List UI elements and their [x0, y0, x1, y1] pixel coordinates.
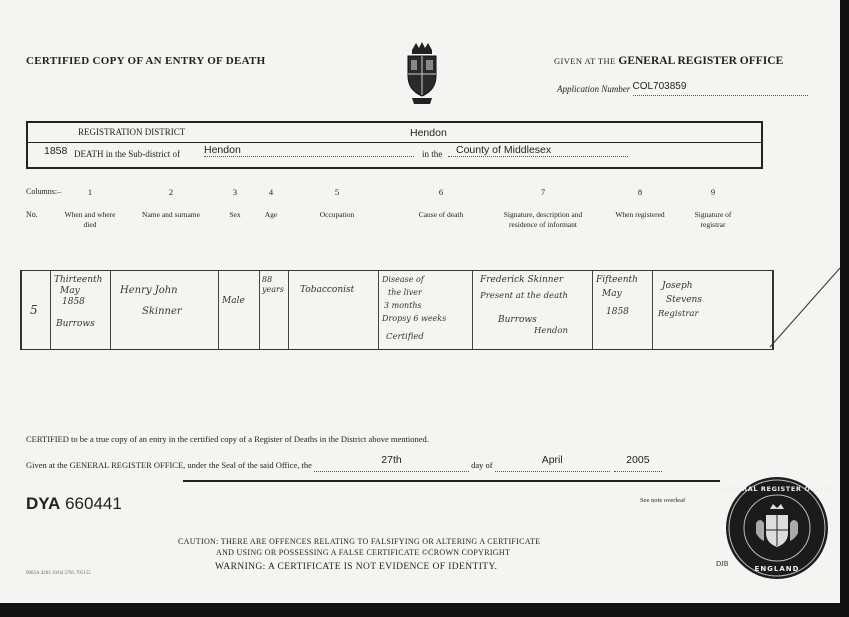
entry-when-registered-line1: Fifteenth — [596, 275, 638, 285]
footer-print-code: 6065A 4203 10/04 5765 705155 — [26, 571, 91, 576]
columns-label: Columns:– — [26, 187, 62, 196]
given-at-line — [554, 55, 783, 67]
entry-informant-line1: Frederick Skinner — [480, 275, 564, 285]
entry-when-where-line3: 1858 — [62, 297, 85, 307]
registration-district-value: Hendon — [410, 127, 447, 139]
column-number-1: 1 — [87, 187, 93, 197]
serial-number — [26, 494, 122, 514]
county-value: County of Middlesex — [456, 144, 552, 156]
entry-cause-line2: the liver — [388, 288, 422, 297]
warning-text: WARNING: A CERTIFICATE IS NOT EVIDENCE OF IDENTITY. — [215, 562, 498, 572]
serial-value: 660441 — [65, 494, 122, 513]
royal-crest-icon — [402, 40, 442, 106]
column-heading-age: Age — [264, 210, 278, 219]
entry-registrar-line3: Registrar — [658, 309, 699, 319]
entry-name-line2: Skinner — [142, 306, 182, 317]
certified-line: CERTIFIED to be a true copy of an entry in the certified copy of a Register of Deaths in the District above mentioned. — [26, 434, 429, 444]
entry-age: 88 years — [262, 275, 284, 294]
entry-when-where-line1: Thirteenth — [54, 275, 103, 285]
continuation-line — [770, 265, 840, 350]
column-number-6: 6 — [438, 187, 444, 197]
given-at-office: GENERAL REGISTER OFFICE — [618, 55, 784, 67]
entry-informant-line2: Present at the death — [480, 291, 569, 301]
column-number-4: 4 — [268, 187, 274, 197]
registration-year: 1858 — [44, 145, 68, 157]
application-number-value: COL703859 — [632, 81, 687, 92]
certification-month: April — [541, 454, 563, 466]
certification-year: 2005 — [626, 454, 650, 466]
in-the-label: in the — [422, 149, 443, 159]
caution-line-2: AND USING OR POSSESSING A FALSE CERTIFICATE ©CROWN COPYRIGHT — [216, 548, 511, 557]
column-number-3: 3 — [232, 187, 238, 197]
column-heading-registrar: Signature of registrar — [694, 210, 732, 229]
column-number-8: 8 — [637, 187, 643, 197]
entry-when-registered-line2: May — [602, 289, 622, 299]
column-number-5: 5 — [334, 187, 340, 197]
entry-when-where-line4: Burrows — [56, 319, 95, 329]
serial-prefix: DYA — [26, 494, 61, 513]
entry-name-line1: Henry John — [120, 285, 178, 296]
column-number-2: 2 — [168, 187, 174, 197]
svg-text:ENGLAND: ENGLAND — [754, 565, 800, 573]
column-heading-informant: Signature, description and residence of informant — [503, 210, 583, 229]
given-at-register-prefix: Given at the GENERAL REGISTER OFFICE, under the Seal of the said Office, the — [26, 460, 312, 470]
subdistrict-label: DEATH in the Sub-district of — [74, 149, 180, 159]
given-at-register-line — [26, 454, 662, 472]
entry-informant-line3: Burrows — [498, 315, 537, 325]
entry-cause-line3: 3 months — [384, 301, 422, 310]
certification-day: 27th — [381, 454, 402, 466]
entry-cause-line4: Dropsy 6 weeks — [382, 314, 447, 323]
entry-row — [20, 270, 774, 350]
column-heading-when-where: When and where died — [64, 210, 116, 229]
column-heading-sex: Sex — [229, 210, 241, 219]
subdistrict-value: Hendon — [204, 144, 241, 156]
caution-line-1: CAUTION: THERE ARE OFFENCES RELATING TO FALSIFYING OR ALTERING A CERTIFICATE — [178, 537, 541, 546]
certificate-title: CERTIFIED COPY OF AN ENTRY OF DEATH — [26, 55, 266, 67]
column-no-label: No. — [26, 210, 38, 219]
certification-day-of: day of — [471, 460, 493, 470]
entry-occupation: Tobacconist — [300, 285, 355, 295]
entry-registrar-line1: Joseph — [662, 281, 693, 291]
column-number-9: 9 — [710, 187, 716, 197]
svg-text:GENERAL REGISTER OFFICE: GENERAL REGISTER OFFICE — [720, 485, 834, 493]
column-heading-occupation: Occupation — [319, 210, 355, 219]
column-heading-cause: Cause of death — [418, 210, 464, 219]
column-number-7: 7 — [540, 187, 546, 197]
entry-when-where-line2: May — [60, 286, 80, 296]
entry-number: 5 — [30, 303, 38, 317]
divider-rule — [183, 480, 720, 482]
registration-district-label: REGISTRATION DISTRICT — [78, 127, 186, 137]
entry-informant-line4: Hendon — [534, 326, 568, 336]
see-note-overleaf: See note overleaf — [640, 497, 686, 504]
given-at-prefix: GIVEN AT THE — [554, 56, 616, 66]
caution-text — [178, 536, 540, 558]
column-heading-when-registered: When registered — [615, 210, 665, 219]
registration-box — [26, 121, 763, 169]
entry-cause-line5: Certified — [386, 332, 424, 342]
entry-cause-line1: Disease of — [382, 275, 424, 284]
entry-registrar-line2: Stevens — [666, 295, 702, 305]
entry-sex: Male — [222, 296, 245, 306]
entry-when-registered-line3: 1858 — [606, 307, 629, 317]
column-heading-name: Name and surname — [142, 210, 200, 219]
application-number-label: Application Number — [557, 84, 631, 94]
footer-code: DJB — [716, 560, 729, 568]
application-number-line — [557, 81, 808, 96]
